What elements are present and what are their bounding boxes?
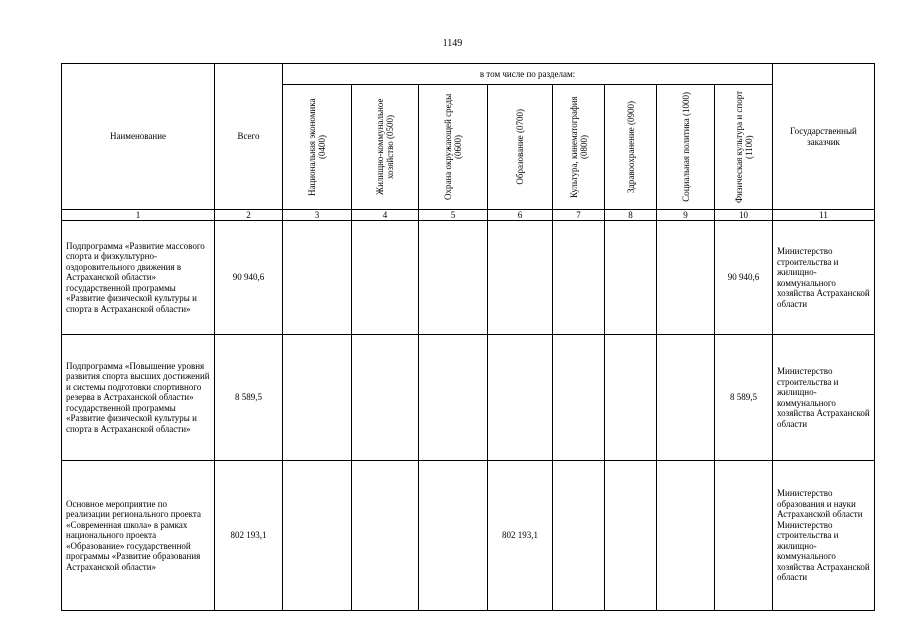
column-number-row bbox=[62, 210, 875, 221]
row-cell bbox=[553, 221, 605, 335]
header-section-1000: Социальная политика (1000) bbox=[657, 85, 715, 210]
column-number: 11 bbox=[773, 210, 875, 221]
row-cell: 90 940,6 bbox=[715, 221, 773, 335]
header-section-1100: Физическая культура и спорт (1100) bbox=[715, 85, 773, 210]
row-cell bbox=[657, 221, 715, 335]
column-number: 9 bbox=[657, 210, 715, 221]
row-cell bbox=[419, 221, 488, 335]
header-section-0800: Культура, кинематография (0800) bbox=[553, 85, 605, 210]
header-section-0500: Жилищно-коммунальное хозяйство (0500) bbox=[352, 85, 419, 210]
row-cell bbox=[605, 461, 657, 611]
column-number: 7 bbox=[553, 210, 605, 221]
column-number: 2 bbox=[215, 210, 283, 221]
row-name: Подпрограмма «Развитие массового спорта и физкультурно-оздоровительного движения в Астраханской области» государственной программы «Развитие физической культуры и спорта в Астраханской области» bbox=[62, 221, 215, 335]
row-cell bbox=[657, 335, 715, 461]
header-customer: Государственный заказчик bbox=[773, 64, 875, 210]
page-number: 1149 bbox=[442, 38, 463, 49]
header-section-0600: Охрана окружающей среды (0600) bbox=[419, 85, 488, 210]
row-cell bbox=[488, 221, 553, 335]
table-row bbox=[62, 221, 875, 335]
header-name: Наименование bbox=[62, 64, 215, 210]
row-cell bbox=[283, 335, 352, 461]
row-cell bbox=[553, 461, 605, 611]
header-total: Всего bbox=[215, 64, 283, 210]
row-customer: Министерство строительства и жилищно-коммунального хозяйства Астраханской области bbox=[773, 335, 875, 461]
row-cell bbox=[605, 221, 657, 335]
column-number: 8 bbox=[605, 210, 657, 221]
budget-table bbox=[61, 63, 875, 611]
row-cell bbox=[657, 461, 715, 611]
row-cell: 8 589,5 bbox=[715, 335, 773, 461]
column-number: 5 bbox=[419, 210, 488, 221]
row-name: Подпрограмма «Повышение уровня развития спорта высших достижений и системы подготовки спортивного резерва в Астраханской области» государственной программы «Развитие физической культуры и спорта в Астраханской области» bbox=[62, 335, 215, 461]
header-section-0700: Образование (0700) bbox=[488, 85, 553, 210]
row-cell bbox=[283, 461, 352, 611]
header-sections-group: в том числе по разделам: bbox=[283, 64, 773, 85]
row-cell bbox=[352, 335, 419, 461]
table-row bbox=[62, 461, 875, 611]
row-customer: Министерство строительства и жилищно-коммунального хозяйства Астраханской области bbox=[773, 221, 875, 335]
column-number: 1 bbox=[62, 210, 215, 221]
row-cell bbox=[605, 335, 657, 461]
row-cell: 802 193,1 bbox=[488, 461, 553, 611]
column-number: 3 bbox=[283, 210, 352, 221]
row-cell bbox=[283, 221, 352, 335]
row-total: 8 589,5 bbox=[215, 335, 283, 461]
row-cell bbox=[715, 461, 773, 611]
table-row bbox=[62, 335, 875, 461]
column-number: 4 bbox=[352, 210, 419, 221]
column-number: 6 bbox=[488, 210, 553, 221]
row-cell bbox=[419, 461, 488, 611]
row-name: Основное мероприятие по реализации регионального проекта «Современная школа» в рамках национального проекта «Образование» государственной программы «Развитие образования Астраханской области» bbox=[62, 461, 215, 611]
header-section-0900: Здравоохранение (0900) bbox=[605, 85, 657, 210]
header-row-1 bbox=[62, 64, 875, 85]
row-total: 90 940,6 bbox=[215, 221, 283, 335]
column-number: 10 bbox=[715, 210, 773, 221]
row-total: 802 193,1 bbox=[215, 461, 283, 611]
row-cell bbox=[352, 221, 419, 335]
row-cell bbox=[553, 335, 605, 461]
row-cell bbox=[488, 335, 553, 461]
row-cell bbox=[419, 335, 488, 461]
row-customer: Министерство образования и науки Астраханской области Министерство строительства и жилищно-коммунального хозяйства Астраханской области bbox=[773, 461, 875, 611]
row-cell bbox=[352, 461, 419, 611]
header-section-0400: Национальная экономика (0400) bbox=[283, 85, 352, 210]
